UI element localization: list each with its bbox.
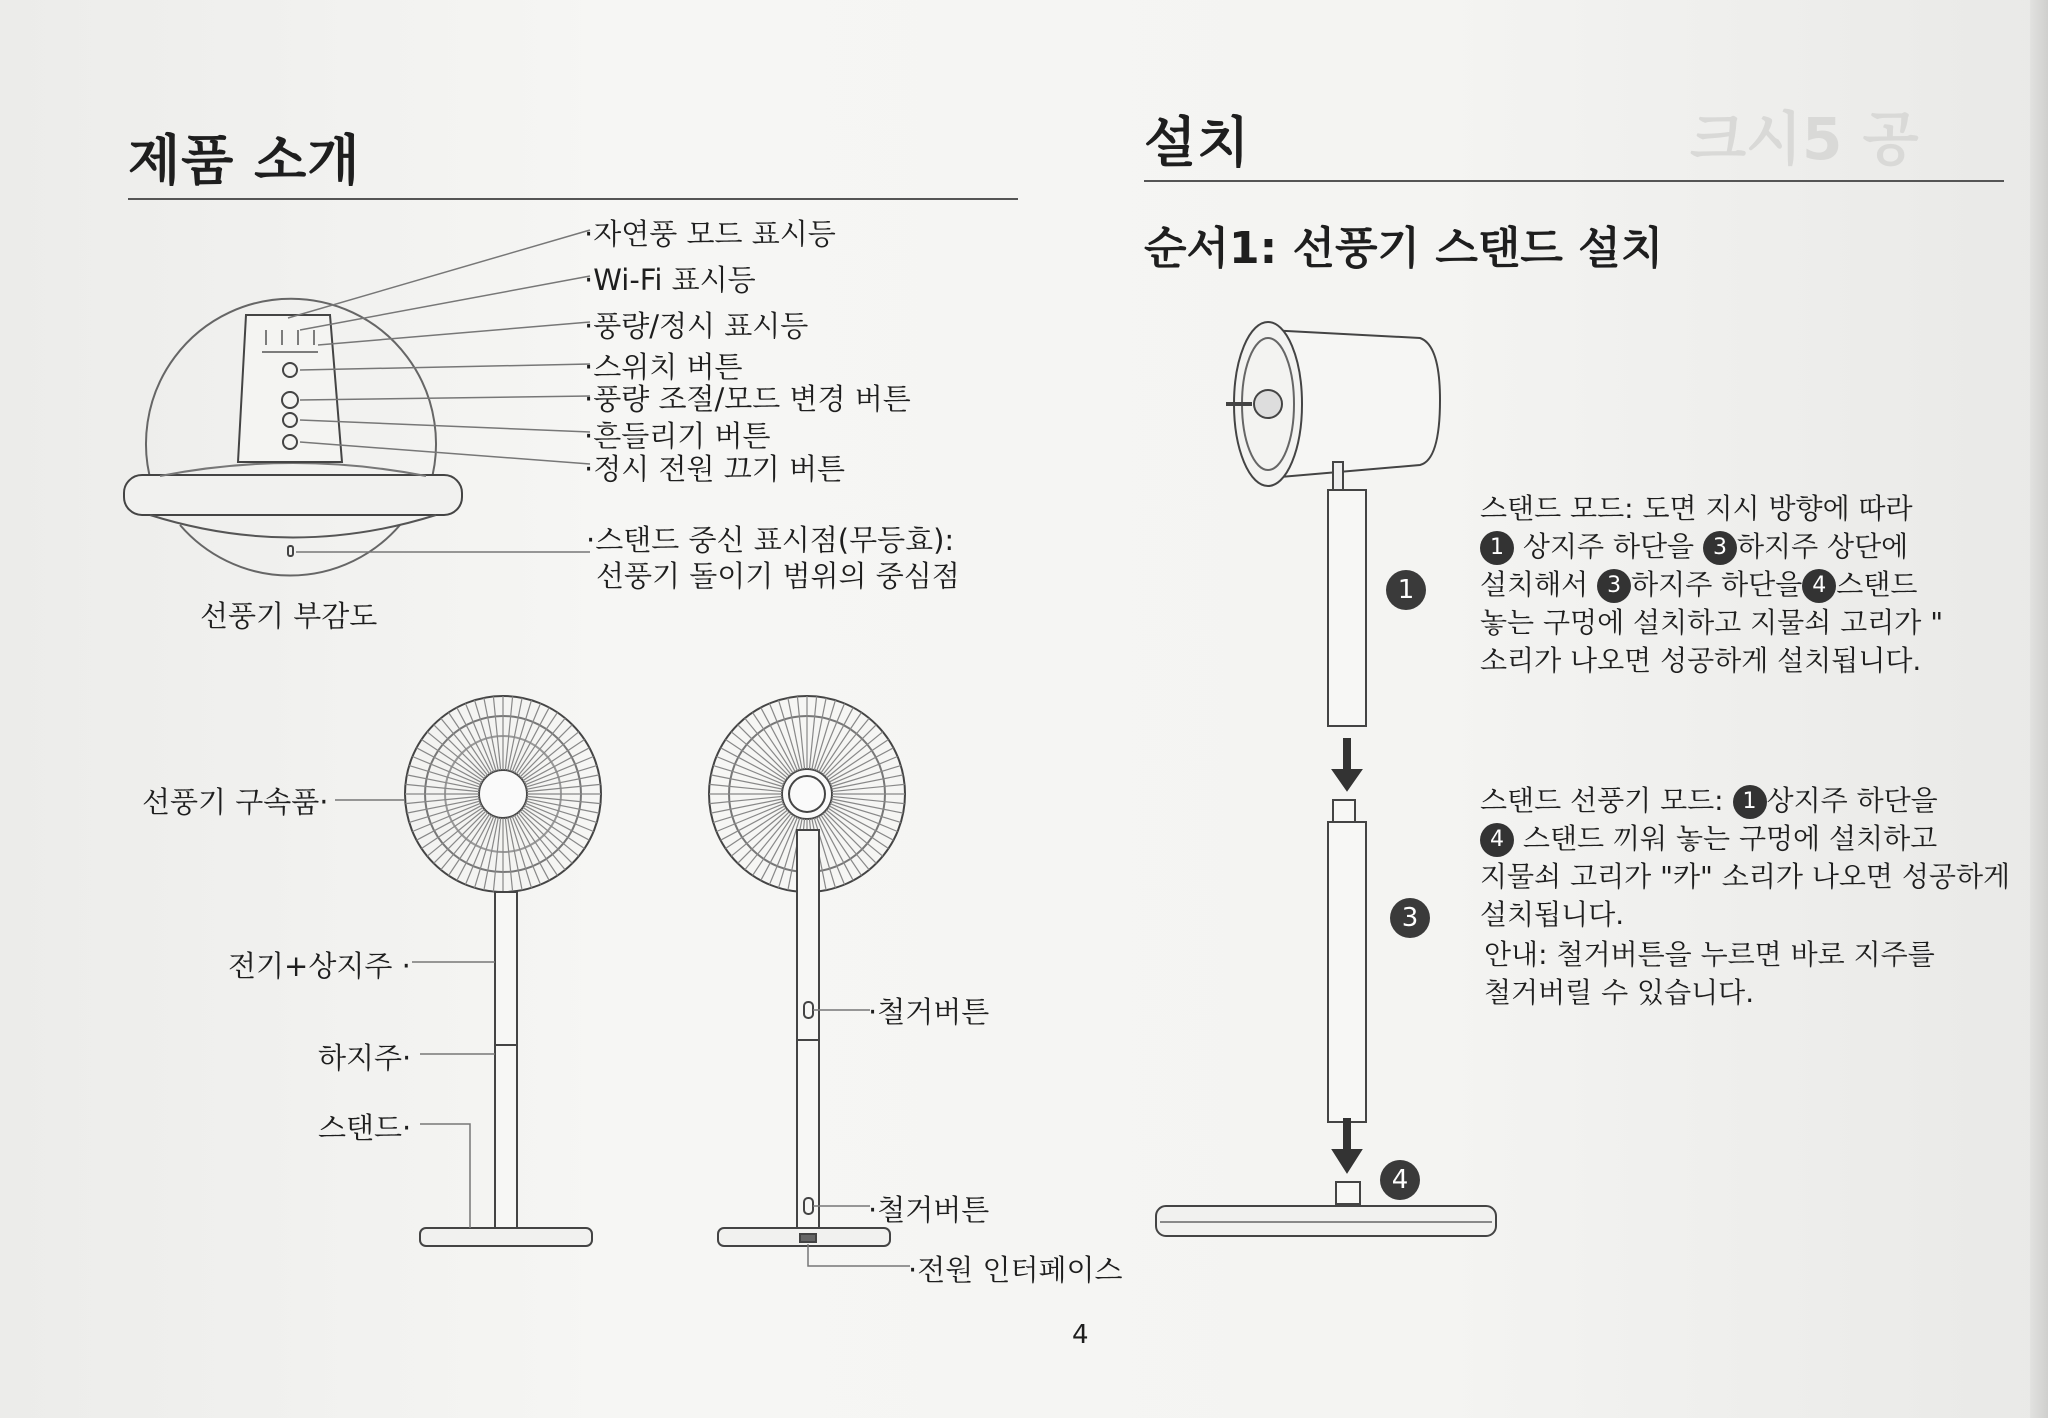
label-timer-off-button: ·정시 전원 끄기 버튼 [584,452,845,486]
label-upper-pole: 전기+상지주 · [228,949,411,983]
fan-guard-spoke [508,698,522,771]
stand-mode-text: 설치해서 [1480,568,1598,601]
fan-guard-spoke [828,740,889,781]
note-line2: 철거버릴 수 있습니다. [1484,976,1755,1009]
fan-guard-spoke [508,818,522,891]
floor-mode-text: 상지주 하단을 [1766,784,1938,817]
label-oscillation-button: ·흔들리기 버튼 [584,419,771,453]
fan-guard-spoke [449,814,490,876]
label-speed-mode-button: ·풍량 조절/모드 변경 버튼 [584,382,911,416]
page-number: 4 [1072,1320,1089,1350]
ref-circle-3: 3 [1597,569,1631,603]
fan-guard-spoke [709,784,782,791]
fan-guard-spoke [505,696,512,770]
label-lower-pole: 하지주· [318,1041,412,1075]
fan-guard-spoke [753,713,794,774]
fan-guard-spoke [516,713,557,775]
fan-guard-spoke [821,815,862,876]
fan-guard-spoke [407,799,480,813]
fan-guard-spoke [711,799,783,813]
fan-guard-spoke [821,713,862,774]
fan-guard-spoke [523,740,585,781]
label-natural-wind-indicator: ·자연풍 모드 표시등 [584,217,836,251]
topview-caption: 선풍기 부감도 [200,599,378,633]
fan-guard-spoke [812,698,826,770]
floor-mode-line3: 지물쇠 고리가 "카" 소리가 나오면 성공하게 [1480,860,2011,893]
fan-guard-spoke [788,698,802,770]
stand-mode-text: 스탠드 [1836,568,1918,601]
floor-mode-text: 스탠드 끼워 놓는 구멍에 설치하고 [1514,822,1938,855]
label-release-button-top: ·철거버튼 [868,995,990,1029]
ref-circle-1: 1 [1480,531,1514,565]
label-wifi-indicator: ·Wi-Fi 표시등 [584,263,756,297]
fan-guard-spoke [711,775,783,789]
floor-mode-text: 스탠드 선풍기 모드: [1480,784,1733,817]
fan-guard-spoke [493,818,500,892]
label-fan-head: 선풍기 구속품· [142,785,329,819]
label-stand: 스탠드· [318,1111,412,1145]
label-speed-timer-indicator: ·풍량/정시 표시등 [584,309,809,343]
fan-guard-spoke [493,696,500,770]
fan-guard-spoke [505,818,512,892]
label-release-button-bottom: ·철거버튼 [868,1193,990,1227]
fan-guard-spoke [726,808,787,849]
fan-guard-spoke [422,807,484,848]
fan-guard-spoke [527,784,601,791]
label-power-interface: ·전원 인터페이스 [908,1253,1123,1287]
fan-guard-spoke [449,713,490,775]
ref-circle-1: 1 [1733,785,1767,819]
label-stand-center-line1: ·스탠드 중신 표시점(무등효): [586,523,955,557]
ref-circle-4: 4 [1480,823,1514,857]
fan-guard-spoke [797,696,804,769]
note-line1: 안내: 철거버튼을 누르면 바로 지주를 [1484,938,1935,971]
fan-guard-spoke [832,775,904,789]
fan-guard-spoke [405,784,479,791]
part-number-4: 4 [1380,1160,1420,1200]
fan-guard-spoke [516,814,557,876]
fan-guard-spoke [828,808,889,849]
floor-mode-line4: 설치됩니다. [1480,898,1625,931]
part-number-3: 3 [1390,898,1430,938]
fan-guard-spoke [484,818,498,891]
fan-top-view [124,230,590,576]
stand-mode-text: 하지주 상단에 [1737,530,1909,563]
fan-guard-spoke [527,796,601,803]
fan-guard-spoke [753,815,794,876]
part-number-1: 1 [1386,570,1426,610]
stand-mode-line5: 소리가 나오면 성공하게 설치됩니다. [1480,644,1922,677]
fan-guard-spoke [422,740,484,781]
fan-guard-spoke [523,807,585,848]
ref-circle-4: 4 [1802,569,1836,603]
fan-guard-spoke [709,796,782,803]
fan-guard-spoke [809,696,816,769]
stand-mode-line4: 놓는 구멍에 설치하고 지물쇠 고리가 " [1480,606,1944,639]
fan-guard-spoke [832,799,904,813]
fan-guard-spoke [405,796,479,803]
fan-guard-spoke [832,784,905,791]
install-diagram [1156,322,1496,1236]
step-title: 순서1: 선풍기 스탠드 설치 [1144,223,1664,274]
right-page-title: 설치 [1144,111,1251,174]
fan-guard-spoke [484,698,498,771]
fan-guard-spoke [726,740,787,781]
stand-mode-text: 상지주 하단을 [1514,530,1703,563]
fan-guard-spoke [407,775,480,789]
left-page-title: 제품 소개 [128,129,361,192]
stand-mode-line1: 스탠드 모드: 도면 지시 방향에 따라 [1480,492,1913,525]
fan-front-view [335,696,601,1246]
stand-mode-text: 하지주 하단을 [1631,568,1803,601]
fan-guard-spoke [527,799,600,813]
fan-guard-spoke [527,775,600,789]
label-stand-center-line2: 선풍기 돌이기 범위의 중심점 [596,559,960,593]
fan-back-view [709,696,910,1266]
ref-circle-3: 3 [1703,531,1737,565]
fan-guard-spoke [832,796,905,803]
label-power-button: ·스위치 버튼 [584,350,743,384]
bleed-through-text: 크시5 공 [1690,105,1919,173]
